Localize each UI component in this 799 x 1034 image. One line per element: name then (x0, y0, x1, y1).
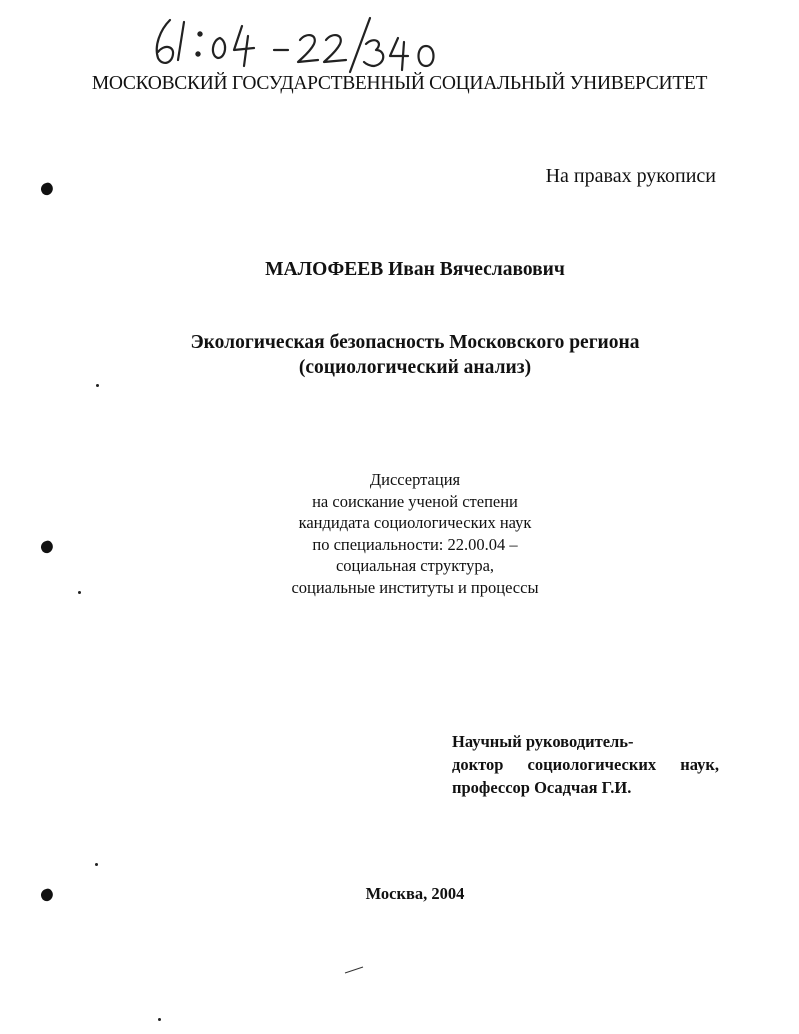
title-line: Экологическая безопасность Московского региона (190, 332, 640, 353)
supervisor-block (452, 730, 719, 799)
dissertation-title (0, 330, 799, 380)
supervisor-line: профессор Осадчая Г.И. (452, 778, 632, 797)
scan-speck (96, 384, 99, 387)
scan-speck (95, 863, 98, 866)
handwritten-archive-mark (148, 12, 448, 76)
description-line: по специальности: 22.00.04 – (312, 534, 518, 554)
dissertation-description (0, 469, 799, 598)
description-line: на соискание ученой степени (312, 491, 518, 511)
scan-speck (78, 591, 81, 594)
title-line: (социологический анализ) (298, 357, 532, 378)
description-line: Диссертация (369, 470, 461, 489)
description-line: социальная структура, (335, 556, 495, 575)
author-name: МАЛОФЕЕВ Иван Вячеславович (265, 259, 565, 280)
city-year: Москва, 2004 (365, 884, 465, 903)
description-line: кандидата социологических наук (298, 513, 532, 532)
description-line: социальные институты и процессы (291, 577, 539, 597)
scan-speck (158, 1018, 161, 1021)
supervisor-line: Научный руководитель- (452, 732, 634, 751)
punch-hole-mark (39, 181, 54, 196)
scan-stroke (344, 966, 364, 974)
university-name: МОСКОВСКИЙ ГОСУДАРСТВЕННЫЙ СОЦИАЛЬНЫЙ УНИВЕРСИТЕТ (91, 73, 708, 94)
supervisor-line: доктор социологических наук, (452, 755, 719, 774)
manuscript-note: На правах рукописи (545, 165, 716, 187)
